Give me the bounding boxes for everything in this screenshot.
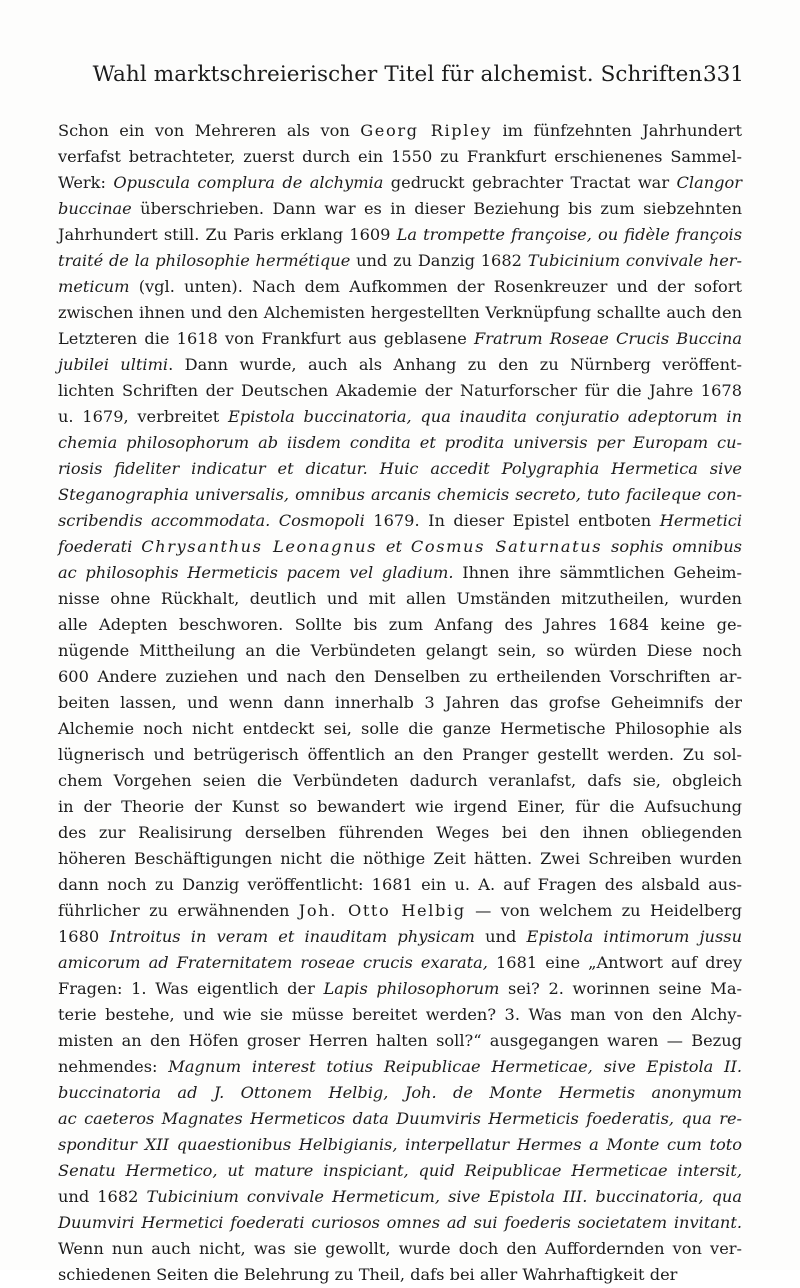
text-line [58, 196, 742, 222]
text-run: jubilei ultimi [58, 355, 169, 374]
text-run: Alchemie noch nicht entdeckt sei, solle die ganze Hermetische Philosophie als [58, 719, 742, 738]
text-line [58, 430, 742, 456]
text-run: misten an den Höfen groser Herren halten soll?“ ausgegangen waren — Bezug [58, 1031, 742, 1050]
text-run: riosis fideliter indicatur et dicatur. Huic accedit Polygraphia Hermetica sive [58, 459, 742, 478]
text-run: Fragen: 1. Was eigentlich der [58, 979, 324, 998]
text-run: schiedenen Seiten die Belehrung zu Theil, dafs bei aller Wahrhaftigkeit der [58, 1265, 678, 1284]
text-run: Tubicinium convivale Hermeticum, sive Epistola III. buccinatoria, qua [146, 1187, 743, 1206]
text-run: 600 Andere zuziehen und nach den Denselben zu ertheilenden Vorschriften ar- [58, 667, 742, 686]
text-line [58, 638, 742, 664]
text-line [58, 1054, 742, 1080]
text-line [58, 586, 742, 612]
text-run: Joh. Otto Helbig [298, 901, 466, 920]
text-line [58, 274, 742, 300]
text-run: Ihnen ihre sämmtlichen Geheim- [453, 563, 742, 582]
text-run: chemia philosophorum ab iisdem condita et prodita universis per Europam cu- [58, 433, 742, 452]
text-line [58, 690, 742, 716]
text-line [58, 508, 742, 534]
text-run: buccinatoria ad J. Ottonem Helbig, Joh. de Monte Hermetis anonymum [58, 1083, 742, 1102]
text-line [58, 1080, 742, 1106]
text-run: foederati [58, 537, 142, 556]
text-run: und zu Danzig 1682 [350, 251, 528, 270]
text-line [58, 378, 742, 404]
text-run: Epistola intimorum jussu [526, 927, 742, 946]
text-run: lügnerisch und betrügerisch öffentlich an den Pranger gestellt werden. Zu sol- [58, 745, 742, 764]
text-line [58, 1106, 742, 1132]
text-run: beiten lassen, und wenn dann innerhalb 3 Jahren das grofse Geheimnifs der [58, 693, 742, 712]
text-line [58, 534, 742, 560]
text-run: Opuscula complura de alchymia [113, 173, 384, 192]
text-run: Tubicinium convivale her- [527, 251, 743, 270]
text-run: . Dann wurde, auch als Anhang zu den zu Nürnberg veröffent- [168, 355, 742, 374]
text-run: Hermetici [659, 511, 742, 530]
text-run: 1679. In dieser Epistel entboten [364, 511, 660, 530]
text-run: — von welchem zu Heidelberg [465, 901, 742, 920]
text-run: lichten Schriften der Deutschen Akademie der Naturforscher für die Jahre 1678 [58, 381, 742, 400]
text-run: 1681 eine „Antwort auf drey [487, 953, 742, 972]
text-run: Letzteren die 1618 von Frankfurt aus geblasene [58, 329, 474, 348]
text-line [58, 1158, 742, 1184]
text-line [58, 118, 742, 144]
text-run: Fratrum Roseae Crucis Buccina [473, 329, 743, 348]
text-run: Lapis philosophorum [323, 979, 500, 998]
text-line [58, 300, 742, 326]
text-run: scribendis accommodata. Cosmopoli [58, 511, 365, 530]
text-run: Epistola buccinatoria, qua inaudita conjuratio adeptorum in [228, 407, 742, 426]
text-run: gedruckt gebrachter Tractat war [383, 173, 677, 192]
running-header [58, 62, 744, 94]
text-run: des zur Realisirung derselben führenden Weges bei den ihnen obliegenden [58, 823, 742, 842]
text-line [58, 1210, 742, 1236]
text-run: traité de la philosophie hermétique [58, 251, 351, 270]
text-run: chem Vorgehen seien die Verbündeten dadurch veranlafst, dafs sie, obgleich [58, 771, 742, 790]
text-run: nügende Mittheilung an die Verbündeten gelangt sein, so würden Diese noch [58, 641, 742, 660]
text-run: u. 1679, verbreitet [58, 407, 229, 426]
text-line [58, 1262, 742, 1288]
text-run: Georg Ripley [360, 121, 492, 140]
text-run: La trompette françoise, ou fidèle françois [396, 225, 743, 244]
running-title: Wahl marktschreierischer Titel für alchemist. Schriften. [92, 62, 710, 87]
text-line [58, 1236, 742, 1262]
text-run: Chrysanthus Leonagnus [141, 537, 378, 556]
text-run: führlicher zu erwähnenden [58, 901, 299, 920]
text-line [58, 716, 742, 742]
text-run: et [377, 537, 411, 556]
text-run: amicorum ad Fraternitatem roseae crucis exarata, [58, 953, 488, 972]
text-run: überschrieben. Dann war es in dieser Beziehung bis zum siebzehnten [131, 199, 742, 218]
text-run: alle Adepten beschworen. Sollte bis zum Anfang des Jahres 1684 keine ge- [58, 615, 742, 634]
text-run: dann noch zu Danzig veröffentlicht: 1681 ein u. A. auf Fragen des alsbald aus- [58, 875, 742, 894]
text-line [58, 560, 742, 586]
text-run: und 1682 [58, 1187, 147, 1206]
text-line [58, 820, 742, 846]
text-run: terie bestehe, und wie sie müsse bereitet werden? 3. Was man von den Alchy- [58, 1005, 742, 1024]
text-run: Schon ein von Mehreren als von [58, 121, 361, 140]
text-run: Duumviri Hermetici foederati curiosos omnes ad sui foederis societatem invitant. [58, 1213, 742, 1232]
text-line [58, 924, 742, 950]
text-run: buccinae [58, 199, 132, 218]
text-line [58, 976, 742, 1002]
text-run: 1680 [58, 927, 110, 946]
text-line [58, 612, 742, 638]
text-run: sophis omnibus [602, 537, 742, 556]
text-line [58, 664, 742, 690]
text-line [58, 456, 742, 482]
text-line [58, 898, 742, 924]
text-run: ac philosophis Hermeticis pacem vel gladium. [58, 563, 454, 582]
text-line [58, 872, 742, 898]
text-line [58, 170, 742, 196]
text-run: Senatu Hermetico, ut mature inspiciant, quid Reipublicae Hermeticae intersit, [58, 1161, 742, 1180]
text-run: höheren Beschäftigungen nicht die nöthige Zeit hätten. Zwei Schreiben wurden [58, 849, 742, 868]
text-run: Steganographia universalis, omnibus arcanis chemicis secreto, tuto facileque con- [58, 485, 742, 504]
text-line [58, 1002, 742, 1028]
text-run: Clangor [676, 173, 742, 192]
text-run: Magnum interest totius Reipublicae Hermeticae, sive Epistola II. [168, 1057, 742, 1076]
text-line [58, 846, 742, 872]
text-line [58, 222, 742, 248]
text-line [58, 950, 742, 976]
text-run: zwischen ihnen und den Alchemisten hergestellten Verknüpfung schallte auch den [58, 303, 742, 322]
page-number: 331 [702, 62, 744, 87]
text-line [58, 768, 742, 794]
text-run: in der Theorie der Kunst so bewandert wie irgend Einer, für die Aufsuchung [58, 797, 742, 816]
text-run: ac caeteros Magnates Hermeticos data Duumviris Hermeticis foederatis, qua re- [58, 1109, 742, 1128]
body-text [58, 118, 742, 1288]
text-line [58, 144, 742, 170]
text-run: meticum [58, 277, 130, 296]
text-run: Cosmus Saturnatus [410, 537, 603, 556]
text-run: Wenn nun auch nicht, was sie gewollt, wurde doch den Auffordernden von ver- [58, 1239, 742, 1258]
text-run: Werk: [58, 173, 114, 192]
text-run: im fünfzehnten Jahrhundert [491, 121, 743, 140]
text-line [58, 404, 742, 430]
text-line [58, 742, 742, 768]
text-run: nehmendes: [58, 1057, 169, 1076]
text-line [58, 1184, 742, 1210]
text-run: (vgl. unten). Nach dem Aufkommen der Rosenkreuzer und der sofort [129, 277, 742, 296]
text-line [58, 1028, 742, 1054]
text-run: sei? 2. worinnen seine Ma- [499, 979, 742, 998]
text-line [58, 352, 742, 378]
text-line [58, 482, 742, 508]
text-run: Jahrhundert still. Zu Paris erklang 1609 [58, 225, 397, 244]
text-line [58, 794, 742, 820]
text-line [58, 248, 742, 274]
text-run: und [474, 927, 527, 946]
text-run: nisse ohne Rückhalt, deutlich und mit allen Umständen mitzutheilen, wurden [58, 589, 742, 608]
text-line [58, 326, 742, 352]
text-run: Introitus in veram et inauditam physicam [109, 927, 475, 946]
text-run: sponditur XII quaestionibus Helbigianis, interpellatur Hermes a Monte cum toto [58, 1135, 742, 1154]
text-run: verfafst betrachteter, zuerst durch ein 1550 zu Frankfurt erschienenes Sammel- [58, 147, 742, 166]
text-line [58, 1132, 742, 1158]
